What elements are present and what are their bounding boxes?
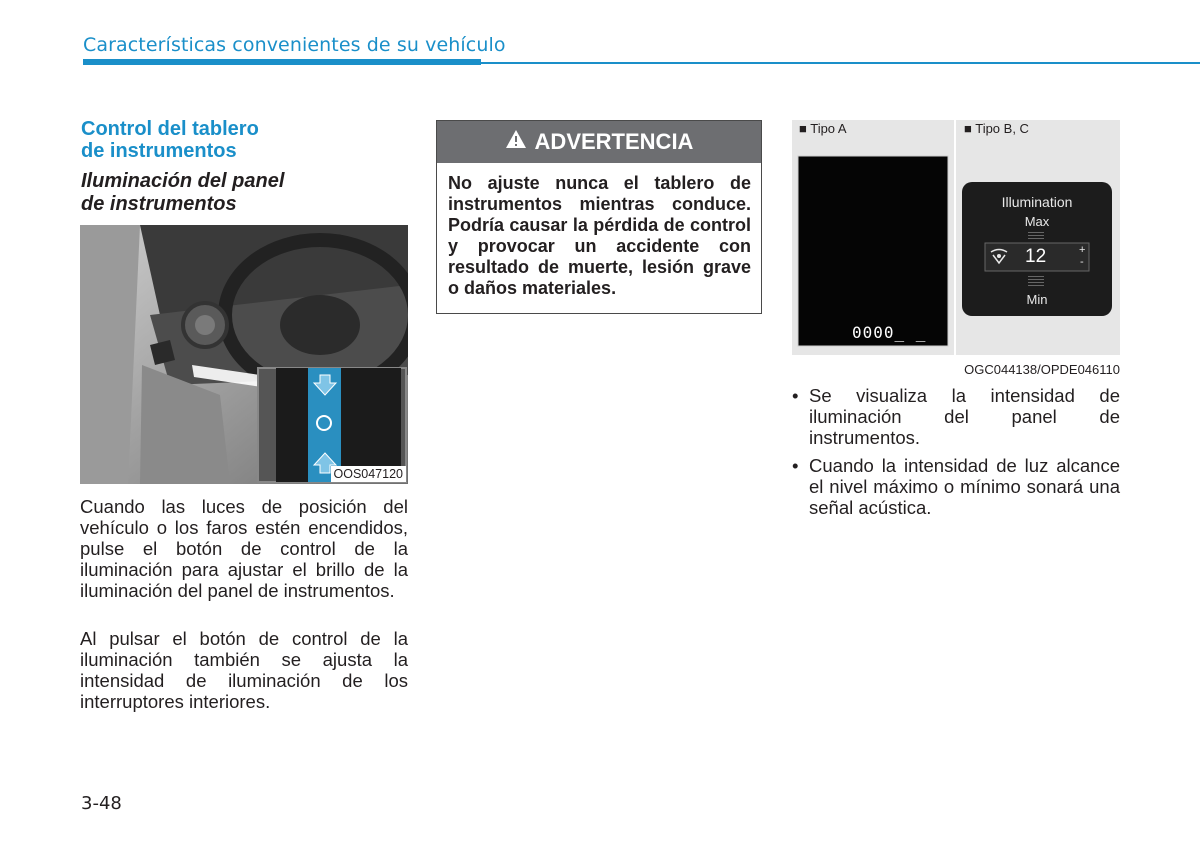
subsection-title-line2: de instrumentos [81,193,237,215]
bullet-dot: • [792,455,799,476]
header-rule [83,59,481,65]
list-item: • Se visualiza la intensidad de iluminación del panel de instrumentos. [792,385,1120,448]
warning-box [436,120,762,314]
header-rule-thin [481,62,1200,64]
paragraph: Cuando las luces de posición del vehículo o los faros estén encendidos, pulse el botón de control de la iluminación para ajustar el brillo de la iluminación del panel de instrumentos. [80,496,408,601]
bullet-list [792,385,1120,525]
header-title: Características convenientes de su vehículo [83,34,506,56]
paragraph: Al pulsar el botón de control de la iluminación también se ajusta la intensidad de iluminación de los interruptores interiores. [80,628,408,712]
dashboard-photo [80,225,408,484]
illumination-max: Max [1024,214,1050,229]
section-title-line2: de instrumentos [81,140,237,162]
illumination-value: 12 [1025,246,1047,267]
figure-label-type-bc: ■ Tipo B, C [964,121,1029,136]
display-figure [792,120,1120,378]
illumination-icon [988,248,1010,271]
type-a-display-text: 0000_ _ [852,323,927,342]
photo-code: OOS047120 [331,466,407,482]
illumination-minus: - [1080,256,1084,268]
section-title-line1: Control del tablero [81,118,259,140]
illumination-min: Min [1026,292,1048,307]
bullet-dot: • [792,385,799,406]
illumination-title: Illumination [1001,194,1073,210]
warning-triangle-icon [505,129,527,155]
section-title [81,118,411,162]
page-number: 3-48 [81,793,122,814]
subsection-title-line1: Iluminación del panel [81,170,285,192]
illumination-plus: + [1079,244,1086,256]
subsection-title [81,170,411,216]
warning-text: No ajuste nunca el tablero de instrumentos mientras conduce. Podría causar la pérdida de control y provocar un accidente con resultado de muerte, lesión grave o daños materiales. [448,173,751,298]
list-item: • Cuando la intensidad de luz alcance el nivel máximo o mínimo sonará una señal acústica. [792,455,1120,518]
figure-code: OGC044138/OPDE046110 [964,362,1120,377]
figure-label-type-a: ■ Tipo A [799,121,847,136]
warning-header [437,121,761,163]
warning-title: ADVERTENCIA [534,129,694,154]
